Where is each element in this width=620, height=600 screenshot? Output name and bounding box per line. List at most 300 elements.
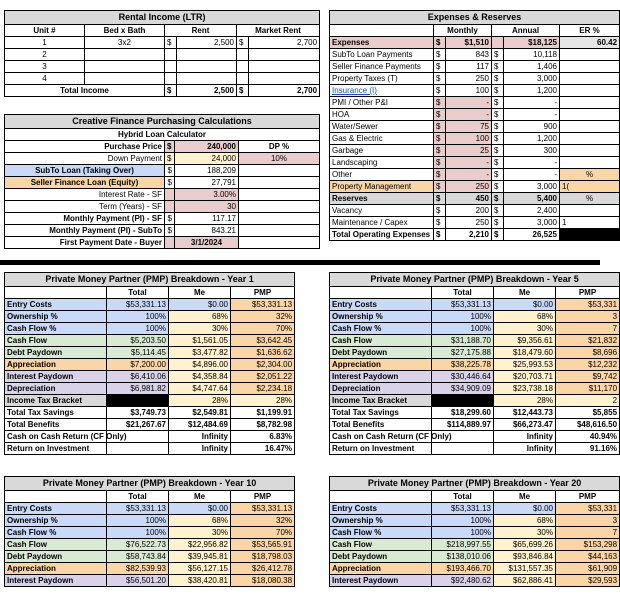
- expense-row: [330, 73, 620, 85]
- pmp-row-label: Total Tax Savings: [5, 407, 107, 419]
- pmp-total-value: $53,331.13: [432, 299, 494, 311]
- er-pct-value: 1: [560, 217, 620, 229]
- pmp-col-total: Total: [107, 491, 169, 503]
- pmp-me-value: Infinity: [494, 443, 556, 455]
- annual-currency: [492, 37, 504, 49]
- monthly-value[interactable]: 843: [446, 49, 492, 61]
- expenses-table: [329, 10, 620, 241]
- cfp-row: [5, 153, 320, 165]
- pmp-pmp-value: $1,199.91: [231, 407, 295, 419]
- monthly-currency: $: [434, 193, 446, 205]
- cfp-label: Purchase Price: [5, 141, 165, 153]
- cfp-value[interactable]: 240,000: [175, 141, 239, 153]
- pmp-row: [5, 311, 295, 323]
- pmp-total-value: 100%: [107, 311, 169, 323]
- pmp-total-value: $53,331.13: [107, 299, 169, 311]
- er-pct-value: [560, 121, 620, 133]
- total-rent-currency: $: [165, 85, 177, 97]
- monthly-currency: $: [434, 205, 446, 217]
- expense-label: Other: [330, 169, 434, 181]
- annual-currency: $: [492, 121, 504, 133]
- annual-value[interactable]: 300: [504, 145, 560, 157]
- pmp-col-me: Me: [169, 491, 231, 503]
- cfp-currency: $: [165, 213, 175, 225]
- rental-row: [5, 73, 320, 85]
- cfp-value[interactable]: 188,209: [175, 165, 239, 177]
- expense-label: Property Management: [330, 181, 434, 193]
- unit-cell: 3: [5, 61, 85, 73]
- expense-label: Reserves: [330, 193, 434, 205]
- monthly-value[interactable]: -: [446, 109, 492, 121]
- pmp-pmp-value: $61,909: [556, 563, 620, 575]
- pmp-col-me: Me: [169, 287, 231, 299]
- pmp-me-value: $1,561.05: [169, 335, 231, 347]
- rental-row: [5, 49, 320, 61]
- pmp-row-label: Interest Paydown: [330, 371, 432, 383]
- pmp-row: [5, 419, 295, 431]
- pmp-header-blank: [5, 491, 107, 503]
- rent-cell[interactable]: [177, 61, 237, 73]
- cfp-extra[interactable]: 10%: [239, 153, 320, 165]
- pmp-row: [330, 431, 620, 443]
- er-pct-value: [560, 109, 620, 121]
- pmp-me-value: $65,699.26: [494, 539, 556, 551]
- annual-value[interactable]: 1,200: [504, 85, 560, 97]
- market-currency: $: [237, 37, 249, 49]
- pmp-total-value: $34,909.09: [432, 383, 494, 395]
- cfp-extra: DP %: [239, 141, 320, 153]
- pmp-row-label: Return on Investment: [5, 443, 107, 455]
- pmp-me-value: 68%: [169, 515, 231, 527]
- annual-value[interactable]: -: [504, 109, 560, 121]
- annual-currency: $: [492, 169, 504, 181]
- cfp-label: Monthly Payment (PI) - SF: [5, 213, 165, 225]
- er-pct-value: [560, 205, 620, 217]
- pmp-pmp-value: 3: [556, 515, 620, 527]
- pmp-row: [330, 311, 620, 323]
- monthly-currency: $: [434, 37, 446, 49]
- pmp-total-value: $114,889.97: [432, 419, 494, 431]
- rent-currency: [165, 73, 177, 85]
- pmp-pmp-value: $9,742: [556, 371, 620, 383]
- annual-value[interactable]: 1,200: [504, 133, 560, 145]
- monthly-value[interactable]: 100: [446, 85, 492, 97]
- pmp-total-value: [432, 395, 494, 407]
- pmp-row-label: Ownership %: [5, 515, 107, 527]
- expense-label: PMI / Other P&I: [330, 97, 434, 109]
- expense-label: Seller Finance Payments: [330, 61, 434, 73]
- pmp-me-value: $38,420.81: [169, 575, 231, 587]
- expense-label: Total Operating Expenses: [330, 229, 434, 241]
- monthly-value[interactable]: -: [446, 169, 492, 181]
- annual-currency: $: [492, 133, 504, 145]
- annual-value[interactable]: 1,406: [504, 61, 560, 73]
- pmp-me-value: $12,443.73: [494, 407, 556, 419]
- cfp-row: [5, 141, 320, 153]
- pmp-row-label: Entry Costs: [330, 503, 432, 515]
- cfp-value[interactable]: 843.21: [175, 225, 239, 237]
- pmp-pmp-value: $21,832: [556, 335, 620, 347]
- annual-value[interactable]: 5,400: [504, 193, 560, 205]
- annual-currency: $: [492, 157, 504, 169]
- cfp-label: Monthly Payment (PI) - SubTo: [5, 225, 165, 237]
- pmp-row: [330, 419, 620, 431]
- cfp-extra: [239, 201, 320, 213]
- pmp-total-value: 100%: [107, 515, 169, 527]
- pmp-total-value: 100%: [432, 527, 494, 539]
- expense-row: [330, 193, 620, 205]
- monthly-currency: $: [434, 73, 446, 85]
- er-pct-value: [560, 157, 620, 169]
- er-pct-value: [560, 49, 620, 61]
- rental-row: [5, 37, 320, 49]
- annual-value[interactable]: 26,525: [504, 229, 560, 241]
- pmp-me-value: $93,846.84: [494, 551, 556, 563]
- rent-cell[interactable]: [177, 73, 237, 85]
- unit-cell: 2: [5, 49, 85, 61]
- pmp-pmp-value: 70%: [231, 323, 295, 335]
- pmp-row-label: Depreciation: [330, 383, 432, 395]
- pmp-row-label: Debt Paydown: [5, 551, 107, 563]
- expense-label: SubTo Loan Payments: [330, 49, 434, 61]
- pmp-pmp-value: 32%: [231, 311, 295, 323]
- pmp-me-value: 68%: [169, 311, 231, 323]
- rental-title: Rental Income (LTR): [5, 11, 320, 25]
- expense-row: [330, 133, 620, 145]
- cfp-extra: [239, 189, 320, 201]
- cfp-extra: [239, 225, 320, 237]
- bed-bath-cell[interactable]: [85, 49, 165, 61]
- pmp-pmp-value: $8,782.98: [231, 419, 295, 431]
- pmp-pmp-value: $5,855: [556, 407, 620, 419]
- pmp-row-label: Appreciation: [5, 563, 107, 575]
- pmp-row: [5, 395, 295, 407]
- pmp-row-label: Debt Paydown: [330, 347, 432, 359]
- pmp-row: [330, 383, 620, 395]
- annual-value[interactable]: 900: [504, 121, 560, 133]
- pmp-pmp-value: $12,232: [556, 359, 620, 371]
- expense-row: [330, 145, 620, 157]
- pmp-total-value: [107, 395, 169, 407]
- pmp-row-label: Cash on Cash Return (CF Only): [5, 431, 107, 443]
- pmp-row-label: Ownership %: [330, 515, 432, 527]
- monthly-currency: $: [434, 121, 446, 133]
- pmp-row: [5, 443, 295, 455]
- col-bed-bath: Bed x Bath: [85, 25, 165, 37]
- annual-currency: $: [492, 109, 504, 121]
- annual-value[interactable]: 3,000: [504, 181, 560, 193]
- pmp-me-value: $131,557.35: [494, 563, 556, 575]
- col-unit: Unit #: [5, 25, 85, 37]
- pmp-col-pmp: PMP: [231, 287, 295, 299]
- pmp-me-value: $12,484.69: [169, 419, 231, 431]
- monthly-value[interactable]: 117: [446, 61, 492, 73]
- pmp-pmp-value: 6.83%: [231, 431, 295, 443]
- pmp-row: [330, 503, 620, 515]
- pmp-total-value: 100%: [107, 527, 169, 539]
- pmp-total-value: $58,743.84: [107, 551, 169, 563]
- pmp-pmp-value: 91.16%: [556, 443, 620, 455]
- pmp-col-total: Total: [107, 287, 169, 299]
- insurance-link[interactable]: Insurance (I): [330, 85, 434, 97]
- pmp-row: [5, 347, 295, 359]
- monthly-value[interactable]: 450: [446, 193, 492, 205]
- col-market-rent: Market Rent: [237, 25, 320, 37]
- cfp-value[interactable]: 117.17: [175, 213, 239, 225]
- monthly-value[interactable]: 25: [446, 145, 492, 157]
- rent-cell[interactable]: 2,500: [177, 37, 237, 49]
- expense-row: [330, 85, 620, 97]
- total-market-currency: $: [237, 85, 249, 97]
- rent-currency: [165, 49, 177, 61]
- pmp-pmp-value: $53,565.91: [231, 539, 295, 551]
- pmp-row-label: Cash Flow: [330, 335, 432, 347]
- annual-value[interactable]: -: [504, 97, 560, 109]
- expense-row: [330, 229, 620, 241]
- pmp-total-value: $6,410.06: [107, 371, 169, 383]
- monthly-currency: $: [434, 109, 446, 121]
- monthly-value[interactable]: 75: [446, 121, 492, 133]
- pmp-total-value: $76,522.73: [107, 539, 169, 551]
- cfp-value[interactable]: 24,000: [175, 153, 239, 165]
- pmp-total-value: [107, 443, 169, 455]
- rent-currency: [165, 61, 177, 73]
- expense-label: Vacancy: [330, 205, 434, 217]
- expenses-header-blank: [330, 25, 434, 37]
- pmp-row: [330, 335, 620, 347]
- pmp-total-value: $56,501.20: [107, 575, 169, 587]
- total-market-value[interactable]: 2,700: [249, 85, 320, 97]
- annual-value[interactable]: 2,400: [504, 205, 560, 217]
- pmp-row: [330, 575, 620, 587]
- pmp-row: [330, 539, 620, 551]
- pmp-total-value: [432, 443, 494, 455]
- col-monthly: Monthly: [434, 25, 492, 37]
- pmp-col-total: Total: [432, 491, 494, 503]
- pmp-me-value: Infinity: [169, 443, 231, 455]
- rent-cell[interactable]: [177, 49, 237, 61]
- cfp-value[interactable]: 3/1/2024: [175, 237, 239, 249]
- col-er-pct: ER %: [560, 25, 620, 37]
- pmp-total-value: $3,749.73: [107, 407, 169, 419]
- annual-currency: $: [492, 97, 504, 109]
- pmp-me-value: $4,747.64: [169, 383, 231, 395]
- er-pct-value: 60.42: [560, 37, 620, 49]
- monthly-value[interactable]: 100: [446, 133, 492, 145]
- pmp-row: [5, 383, 295, 395]
- pmp-pmp-value: $2,051.22: [231, 371, 295, 383]
- market-rent-cell[interactable]: 2,700: [249, 37, 320, 49]
- cfp-label: Interest Rate - SF: [5, 189, 165, 201]
- pmp-row: [5, 515, 295, 527]
- expense-label: Landscaping: [330, 157, 434, 169]
- monthly-currency: $: [434, 49, 446, 61]
- cfp-currency: $: [165, 141, 175, 153]
- pmp-row: [330, 323, 620, 335]
- pmp-me-value: $56,127.15: [169, 563, 231, 575]
- pmp-row: [330, 551, 620, 563]
- expense-row: [330, 109, 620, 121]
- pmp-row-label: Cash on Cash Return (CF Only): [330, 431, 432, 443]
- monthly-value[interactable]: -: [446, 157, 492, 169]
- cfp-label: Seller Finance Loan (Equity): [5, 177, 165, 189]
- pmp-me-value: $20,703.71: [494, 371, 556, 383]
- expense-row: [330, 157, 620, 169]
- market-rent-cell[interactable]: [249, 73, 320, 85]
- pmp-total-value: $218,997.55: [432, 539, 494, 551]
- annual-value[interactable]: 3,000: [504, 217, 560, 229]
- pmp-pmp-value: 3: [556, 311, 620, 323]
- er-pct-value: [560, 133, 620, 145]
- pmp-row-label: Cash Flow %: [5, 323, 107, 335]
- pmp-table: [329, 272, 620, 455]
- pmp-row: [330, 515, 620, 527]
- pmp-me-value: $18,479.60: [494, 347, 556, 359]
- pmp-me-value: 30%: [169, 527, 231, 539]
- annual-value[interactable]: 3,000: [504, 73, 560, 85]
- pmp-total-value: 100%: [107, 323, 169, 335]
- annual-value[interactable]: -: [504, 169, 560, 181]
- monthly-value[interactable]: 250: [446, 217, 492, 229]
- pmp-pmp-value: $53,331: [556, 299, 620, 311]
- cfp-value[interactable]: 3.00%: [175, 189, 239, 201]
- annual-value[interactable]: $18,125: [504, 37, 560, 49]
- annual-value[interactable]: 10,118: [504, 49, 560, 61]
- pmp-row-label: Cash Flow: [330, 539, 432, 551]
- pmp-row-label: Appreciation: [330, 359, 432, 371]
- cfp-value[interactable]: 27,791: [175, 177, 239, 189]
- pmp-row: [330, 443, 620, 455]
- pmp-row: [5, 335, 295, 347]
- er-pct-value: [560, 97, 620, 109]
- pmp-me-value: 30%: [494, 323, 556, 335]
- expense-row: [330, 205, 620, 217]
- cfp-currency: $: [165, 225, 175, 237]
- expense-label: Expenses: [330, 37, 434, 49]
- pmp-row-label: Total Benefits: [5, 419, 107, 431]
- pmp-me-value: 68%: [494, 515, 556, 527]
- pmp-me-value: $25,993.53: [494, 359, 556, 371]
- pmp-row: [330, 395, 620, 407]
- pmp-row-label: Income Tax Bracket: [5, 395, 107, 407]
- market-currency: [237, 61, 249, 73]
- pmp-col-pmp: PMP: [231, 491, 295, 503]
- unit-cell: 4: [5, 73, 85, 85]
- pmp-title: Private Money Partner (PMP) Breakdown - Year 20: [330, 477, 620, 491]
- monthly-value[interactable]: $1,510: [446, 37, 492, 49]
- bed-bath-cell[interactable]: [85, 73, 165, 85]
- monthly-value[interactable]: 200: [446, 205, 492, 217]
- annual-currency: $: [492, 73, 504, 85]
- pmp-me-value: $0.00: [494, 299, 556, 311]
- cfp-label: First Payment Date - Buyer: [5, 237, 165, 249]
- pmp-row-label: Interest Paydown: [5, 371, 107, 383]
- er-pct-value: %: [560, 169, 620, 181]
- pmp-row-label: Entry Costs: [5, 503, 107, 515]
- cfp-currency: [165, 189, 175, 201]
- pmp-total-value: $31,188.70: [432, 335, 494, 347]
- pmp-pmp-value: $48,616.50: [556, 419, 620, 431]
- pmp-me-value: 30%: [169, 323, 231, 335]
- market-rent-cell[interactable]: [249, 49, 320, 61]
- pmp-row-label: Return on Investment: [330, 443, 432, 455]
- pmp-row: [5, 299, 295, 311]
- er-pct-value: 1(: [560, 181, 620, 193]
- monthly-value[interactable]: 250: [446, 181, 492, 193]
- cfp-extra: [239, 237, 320, 249]
- pmp-row-label: Cash Flow %: [330, 323, 432, 335]
- rent-currency: $: [165, 37, 177, 49]
- cfp-row: [5, 177, 320, 189]
- annual-currency: $: [492, 193, 504, 205]
- pmp-me-value: $62,886.41: [494, 575, 556, 587]
- cfp-currency: $: [165, 177, 175, 189]
- monthly-value[interactable]: -: [446, 97, 492, 109]
- bed-bath-cell[interactable]: 3x2: [85, 37, 165, 49]
- expense-label: Gas & Electric: [330, 133, 434, 145]
- cfp-label: SubTo Loan (Taking Over): [5, 165, 165, 177]
- pmp-pmp-value: 16.47%: [231, 443, 295, 455]
- rental-income-table: [4, 10, 320, 97]
- pmp-col-me: Me: [494, 287, 556, 299]
- total-rent-value[interactable]: 2,500: [177, 85, 237, 97]
- pmp-pmp-value: 32%: [231, 515, 295, 527]
- pmp-row-label: Interest Paydown: [330, 575, 432, 587]
- bed-bath-cell[interactable]: [85, 61, 165, 73]
- annual-currency: $: [492, 145, 504, 157]
- market-currency: [237, 73, 249, 85]
- pmp-row: [5, 323, 295, 335]
- monthly-value[interactable]: 250: [446, 73, 492, 85]
- pmp-total-value: $18,299.60: [432, 407, 494, 419]
- pmp-row-label: Total Benefits: [330, 419, 432, 431]
- pmp-me-value: $3,477.82: [169, 347, 231, 359]
- pmp-table: [4, 272, 295, 455]
- pmp-pmp-value: 2: [556, 395, 620, 407]
- section-divider: [0, 260, 600, 265]
- expense-row: [330, 181, 620, 193]
- expense-label: Garbage: [330, 145, 434, 157]
- cfp-currency: $: [165, 153, 175, 165]
- pmp-me-value: $2,549.81: [169, 407, 231, 419]
- pmp-pmp-value: $53,331.13: [231, 299, 295, 311]
- pmp-row-label: Income Tax Bracket: [330, 395, 432, 407]
- pmp-row: [330, 527, 620, 539]
- expense-row: [330, 37, 620, 49]
- expenses-title: Expenses & Reserves: [330, 11, 620, 25]
- monthly-currency: $: [434, 133, 446, 145]
- er-pct-value: [560, 85, 620, 97]
- pmp-me-value: $0.00: [169, 503, 231, 515]
- pmp-total-value: $27,175.88: [432, 347, 494, 359]
- pmp-pmp-value: $2,304.00: [231, 359, 295, 371]
- expense-label: Property Taxes (T): [330, 73, 434, 85]
- pmp-col-me: Me: [494, 491, 556, 503]
- cfp-title: Creative Finance Purchasing Calculations: [5, 115, 320, 129]
- pmp-total-value: $7,200.00: [107, 359, 169, 371]
- pmp-me-value: 28%: [494, 395, 556, 407]
- monthly-currency: $: [434, 61, 446, 73]
- monthly-value[interactable]: 2,210: [446, 229, 492, 241]
- expense-row: [330, 49, 620, 61]
- market-rent-cell[interactable]: [249, 61, 320, 73]
- pmp-total-value: $6,981.82: [107, 383, 169, 395]
- cfp-currency: $: [165, 165, 175, 177]
- annual-value[interactable]: -: [504, 157, 560, 169]
- unit-cell: 1: [5, 37, 85, 49]
- pmp-total-value: $38,225.78: [432, 359, 494, 371]
- cfp-value[interactable]: 30: [175, 201, 239, 213]
